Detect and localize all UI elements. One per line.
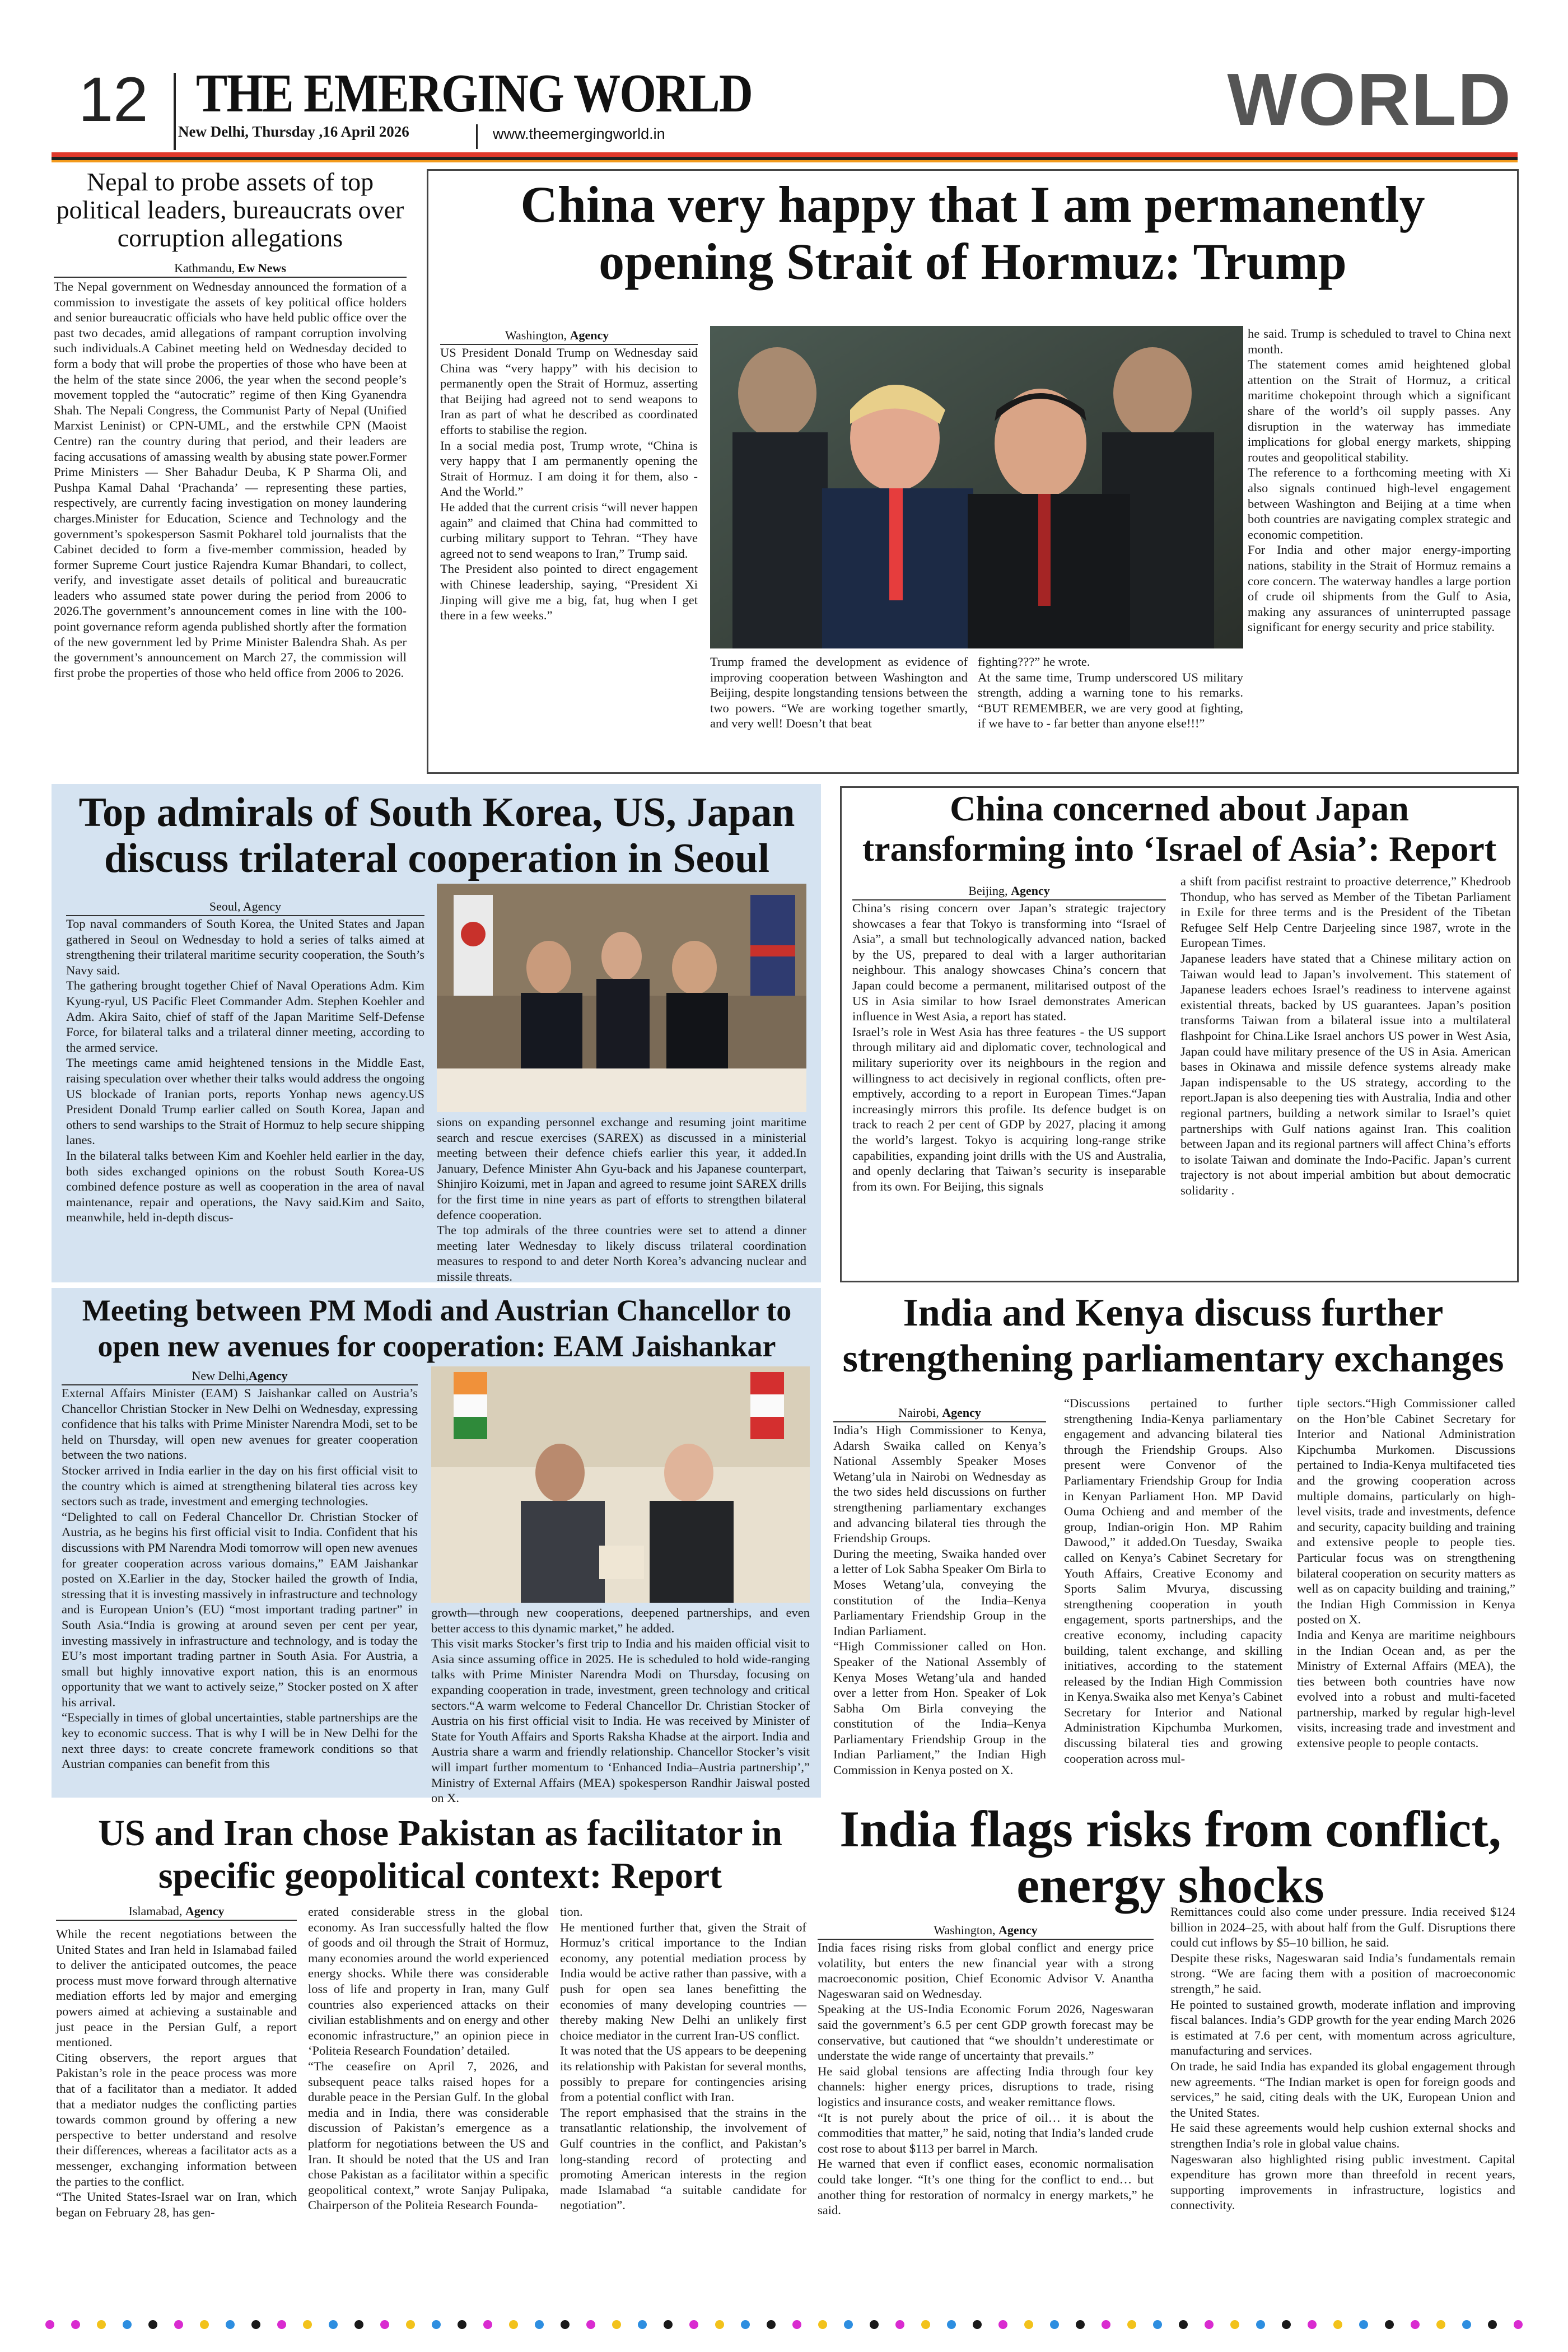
website-link[interactable]: www.theemergingworld.in <box>493 125 665 142</box>
japan-col2: a shift from pacifist restraint to proactive deterrence,” Khedroob Thondup, who has served as Member of the Tibetan Parliament in Exile for three terms and is the President of the Tibetan Refugee Self Help Centre Darjeeling since 1987, wrote in the European Times. Japanese leaders have stated that a Chinese military action on Taiwan would lead to Japan’s involvement. This statement of Japanese leaders echoes Israel’s readiness to intervene against existential threats, backed by US guarantees. Japan’s position transforms Taiwan from a bilateral issue into a multilateral flashpoint for China.Like Israel anchors US power in West Asia, Japan could have military presence of the US in Asia. American bases in Okinawa and missile defence systems already make Japan indispensable to the US strategy, according to the report.Japan is also deepening ties with Australia, India and other regional partners, building a network similar to Israel’s quiet partnerships with Gulf nations against Iran. This coalition between Japan and its regional partners will affect China’s efforts to isolate Taiwan and dominate the Indo-Pacific. Japan’s current trajectory is not about imperial ambition but about democratic solidarity . <box>1180 874 1511 1197</box>
kenya-place: Nairobi, <box>898 1406 939 1420</box>
admirals-agency: Agency <box>242 899 282 913</box>
kenya-dateline <box>833 1406 1046 1422</box>
kenya-headline[interactable]: India and Kenya discuss further strengthening parliamentary exchanges <box>842 1291 1504 1380</box>
admirals-col-left: Top naval commanders of South Korea, the United States and Japan gathered in Seoul on Wednesday to hold a series of talks aimed at strengthening their trilateral maritime security cooperation, the South’s Navy said. The gathering brought together Chief of Naval Operations Adm. Kim Kyung-ryul, US Pacific Fleet Commander Adm. Stephen Koehler and Adm. Akira Saito, chief of staff of the Japan Maritime Self-Defense Force, for bilateral talks and a trilateral dinner meeting, according to the armed service. The meetings came amid heightened tensions in the Middle East, raising speculation over whether their talks would address the ongoing US blockade of Iranian ports, reports Yonhap news agency.US President Donald Trump earlier called on South Korea, Japan and others to send warships to the Strait of Hormuz to help secure shipping lanes. In the bilateral talks between Kim and Koehler held earlier in the day, both sides exchanged opinions on the robust South Korea-US combined defence posture as well as cooperation in the area of naval maintenance, repair and operations, the Navy said.Kim and Saito, meanwhile, held in-depth discus- <box>66 917 424 1225</box>
china-trump-agency: Agency <box>570 328 609 342</box>
pakistan-place: Islamabad, <box>128 1904 183 1918</box>
japan-col1: China’s rising concern over Japan’s strategic trajectory showcases a fear that Tokyo is transforming into “Israel of Asia”, a small but technologically advanced nation, backed by the US, prepared to deal with a larger authoritarian neighbour. This analogy showcases China’s concern that Japan could become a permanent, militarised outpost of the US in Asia similar to how Israel demonstrates American influence in West Asia, a report has stated. Israel’s role in West Asia has three features - the US support through military aid and diplomatic cover, technological and military superiority over its neighbours in the region and willingness to act decisively in regional conflicts, often pre-emptively, according to a report in European Times.“Japan increasingly mirrors this profile. Its defence budget is on track to reach 2 per cent of GDP by 2027, placing it among the world’s largest. Tokyo is acquiring long-range strike capabilities, expanding joint drills with the US and Australia, and openly declaring that Taiwan’s security is inseparable from its own. For Beijing, this signals <box>852 901 1166 1193</box>
section-title: WORLD <box>1227 58 1512 141</box>
nepal-agency: Ew News <box>237 261 286 275</box>
masthead-divider-small <box>476 124 478 149</box>
kenya-agency: Agency <box>942 1406 981 1420</box>
risks-place: Washington, <box>934 1923 996 1937</box>
risks-col1: India faces rising risks from global conflict and energy price volatility, but enters the new financial year with a strong macroeconomic position, Chief Economic Advisor V. Anantha Nageswaran said on Wednesday. Speaking at the US-India Economic Forum 2026, Nageswaran said the government’s 6.5 per cent GDP growth forecast may be conservative, but cautioned that “we shouldn’t underestimate or understate the wide range of uncertainty that prevails.” He said global tensions are affecting India through four key channels: higher energy prices, disruptions to trade, rising logistics and insurance costs, and weaker remittance flows. “It is not purely about the price of oil… it is about the commodities that matter,” he said, noting that India’s landed crude cost rose to about $113 per barrel in March. He warned that even if conflict eases, economic normalisation could take longer. “It’s one thing for the conflict to end… but another thing for restoration of normalcy in energy markets,” he said. <box>818 1940 1154 2218</box>
kenya-col1: India’s High Commissioner to Kenya, Adarsh Swaika called on Kenya’s National Assembly Speaker Moses Wetang’ula in Nairobi on Wednesday as the two sides held discussions on further strengthening parliamentary exchanges and advancing bilateral ties through the Friendship Groups. During the meeting, Swaika handed over a letter of Lok Sabha Speaker Om Birla to Moses Wetang’ula, conveying the constitution of the India–Kenya Parliamentary Friendship Group in the Indian Parliament. “High Commissioner called on Hon. Speaker of the National Assembly of Kenya Moses Wetang’ula and handed over a letter from Hon. Speaker of Lok Sabha Om Birla conveying the constitution of the India–Kenya Parliamentary Friendship Group in the Indian Parliament,” the Indian High Commission in Kenya posted on X. <box>833 1423 1046 1777</box>
pakistan-col3: tion. He mentioned further that, given the Strait of Hormuz’s critical importance to the Indian economy, any potential mediation process by India would be active rather than passive, with a push for open sea lanes benefitting the economies of many developing countries — thereby making New Delhi an unlikely first choice mediator in the current Iran-US conflict. It was noted that the US appears to be deepening its relationship with Pakistan for several months, possibly to prepare for contingencies arising from a potential conflict with Iran. The report emphasised that the strains in the transatlantic relationship, the involvement of Gulf countries in the conflict, and Pakistan’s long-standing record of protecting and promoting American interests in the region made Islamabad “a suitable candidate for negotiation”. <box>560 1905 806 2213</box>
page-number: 12 <box>78 64 148 134</box>
nepal-dateline <box>54 261 407 278</box>
admirals-col-right: sions on expanding personnel exchange and resuming joint maritime search and rescue exercises (SAREX) as discussed in a ministerial meeting between their defence chiefs earlier this year, it added.In January, Defence Minister Ahn Gyu-back and his Japanese counterpart, Shinjiro Koizumi, met in Japan and agreed to resume joint SAREX drills for the first time in nine years as part of efforts to strengthen bilateral defence cooperation. The top admirals of the three countries were set to attend a dinner meeting later Wednesday to likely discuss trilateral coordination measures to respond to and deter North Korea’s advancing nuclear and missile threats. <box>437 1115 806 1284</box>
modi-agency: Agency <box>248 1369 288 1383</box>
paper-name[interactable]: THE EMERGING WORLD <box>196 63 753 124</box>
admirals-photo <box>437 884 806 1112</box>
modi-place: New Delhi, <box>192 1369 249 1383</box>
admirals-headline[interactable]: Top admirals of South Korea, US, Japan discuss trilateral cooperation in Seoul <box>78 790 795 881</box>
masthead-date: New Delhi, Thursday ,16 April 2026 <box>178 123 409 140</box>
nepal-place: Kathmandu, <box>174 261 235 275</box>
pakistan-col2: erated considerable stress in the global economy. As Iran successfully halted the flow of goods and oil through the Strait of Hormuz, many economies around the world experienced energy shocks. While there was considerable loss of life and property in Iran, many Gulf countries also experienced attacks on their civilian establishments and on energy and other economic infrastructure,” an opinion piece in ‘Politeia Research Foundation’ detailed. “The ceasefire on April 7, 2026, and subsequent peace talks raised hopes for a durable peace in the Persian Gulf. In the global media and in India, there was considerable discussion of Pakistan’s emergence as a platform for negotiations between the US and Iran. It should be noted that the US and Iran chose Pakistan as a facilitator within a specific geopolitical context,” wrote Sanjay Pulipaka, Chairperson of the Politeia Research Founda- <box>308 1905 549 2213</box>
pakistan-col1: While the recent negotiations between the United States and Iran held in Islamabad failed to deliver the anticipated outcomes, the peace process must move forward through alternative mediation efforts led by major and emerging powers aimed at achieving a sustainable and just peace in the Persian Gulf, a report mentioned. Citing observers, the report argues that Pakistan’s role in the peace process was more that of a facilitator than a mediator. It added that a mediator nudges the conflicting parties towards common ground by offering a new perspective to better understand and resolve their differences, whereas a facilitator acts as a messenger, exchanging information between the parties to the conflict. “The United States-Israel war on Iran, which began on February 28, has gen- <box>56 1927 297 2219</box>
china-trump-col1: US President Donald Trump on Wednesday said China was “very happy” with his decision to permanently open the Strait of Hormuz, asserting that Beijing had agreed not to send weapons to Iran as part of what he described as coordinated efforts to stabilise the region. In a social media post, Trump wrote, “China is very happy that I am permanently opening the Strait of Hormuz. I am doing it for them, also - And the World.” He added that the current crisis “will never happen again” and claimed that China had committed to curbing military support to Tehran. “They have agreed not to send weapons to Iran,” Trump said. The President also pointed to direct engagement with Chinese leadership, saying, “President Xi Jinping will give me a big, fat, hug when I get there in a few weeks.” <box>440 346 698 623</box>
japan-place: Beijing, <box>968 884 1008 898</box>
japan-headline[interactable]: China concerned about Japan transforming into ‘Israel of Asia’: Report <box>862 788 1497 869</box>
risks-agency: Agency <box>998 1923 1038 1937</box>
china-trump-place: Washington, <box>505 328 567 342</box>
risks-headline[interactable]: India flags risks from conflict, energy shocks <box>839 1800 1501 1914</box>
china-trump-under-left: Trump framed the development as evidence of improving cooperation between Washington and Beijing, despite longstanding tensions between the two powers. “We are working together smartly, and very well! Doesn’t that beat <box>710 655 968 731</box>
risks-dateline <box>818 1923 1154 1940</box>
modi-headline[interactable]: Meeting between PM Modi and Austrian Chancellor to open new avenues for cooperation: EAM Jaishankar <box>82 1294 792 1363</box>
pakistan-agency: Agency <box>185 1904 225 1918</box>
japan-dateline <box>852 884 1166 900</box>
pakistan-headline[interactable]: US and Iran chose Pakistan as facilitator in specific geopolitical context: Report <box>98 1813 782 1896</box>
kenya-col3: tiple sectors.“High Commissioner called on the Hon’ble Cabinet Secretary for Interior and National Administration Kipchumba Murkomen. Discussions pertained to India-Kenya multifaceted ties and the growing cooperation across multiple domains, particularly on high-level visits, trade and investments, defence and security, capacity building and training and extensive people to people ties. Particular focus was on strengthening bilateral cooperation on security matters as well as on capacity building and training,” the Indian High Commission in Kenya posted on X. India and Kenya are maritime neighbours in the Indian Ocean and, as per the Ministry of External Affairs (MEA), the ties between both countries have now evolved into a robust and multi-faceted partnership, marked by regular high-level visits, increasing trade and investment and extensive people to people contacts. <box>1297 1396 1515 1751</box>
masthead-divider <box>174 73 176 150</box>
china-trump-dateline <box>440 328 698 345</box>
pakistan-dateline <box>56 1904 297 1921</box>
masthead-rule-red <box>52 152 1518 157</box>
modi-col-left: External Affairs Minister (EAM) S Jaishankar called on Austria’s Chancellor Christian Stocker in New Delhi on Wednesday, expressing confidence that his talks with Prime Minister Narendra Modi, set to be held on Thursday, will open new avenues for greater cooperation between the two nations. Stocker arrived in India earlier in the day on his first official visit to the country which is aimed at strengthening bilateral ties across key sectors such as trade, investment and emerging technologies. “Delighted to call on Federal Chancellor Dr. Christian Stocker of Austria, as he begins his first official visit to India. Confident that his discussions with PM Narendra Modi tomorrow will open new avenues for greater cooperation across various domains,” EAM Jaishankar posted on X.Earlier in the day, Stocker hailed the growth of India, stressing that it is investing massively in infrastructure and technology and is European Union’s (EU) “most important trading partner” in South Asia.“India is growing at around seven per cent per year, investing massively in infrastructure and technology, and is today the EU’s most important trading partner in South Asia. For Austria, a small but highly innovative export nation, this is an enormous opportunity that we want to actively seize,” Stocker posted on X after his arrival. “Especially in times of global uncertainties, stable partnerships are the key to economic success. That is why I will be in New Delhi for the next three days: to create concrete framework conditions so that Austrian companies can benefit from this <box>62 1386 418 1771</box>
modi-dateline <box>62 1369 418 1385</box>
nepal-headline[interactable]: Nepal to probe assets of top political leaders, bureaucrats over corruption allegations <box>56 167 404 252</box>
kenya-col2: “Discussions pertained to further strengthening India-Kenya parliamentary engagement and advancing bilateral ties through the Friendship Groups. Also present were Convenor of the Parliamentary Friendship Group for India in Kenyan Parliament Hon. MP David Ouma Ochieng and and member of the group, Indian-origin Hon. MP Rahim Dawood,” it added.On Tuesday, Swaika called on Kenya’s Cabinet Secretary for Youth Affairs, Creative Economy and Sports Salim Mvurya, discussing strengthening cooperation in youth engagement, sports partnerships, and the creative economy, including capacity building, talent exchange, and skilling initiatives, according to the statement released by the Indian High Commission in Kenya.Swaika also met Kenya’s Cabinet Secretary for Interior and National Administration Kipchumba Murkomen, discussing bilateral ties and growing cooperation across mul- <box>1064 1396 1282 1766</box>
risks-col2: Remittances could also come under pressure. India received $124 billion in 2024–25, with about half from the Gulf. Disruptions there could cut inflows by $5–10 billion, he said. Despite these risks, Nageswaran said India’s fundamentals remain strong. “We are facing them with a position of macroeconomic strength,” he said. He pointed to sustained growth, moderate inflation and improving fiscal balances. India’s GDP growth for the year ending March 2026 is estimated at 7.6 per cent, with momentum across agriculture, manufacturing and services. On trade, he said India has expanded its global engagement through new agreements. “The Indian market is open for foreign goods and services,” he said, citing deals with the UK, European Union and the United States. He said these agreements would help cushion external shocks and strengthen India’s role in global value chains. Nageswaran also highlighted rising public investment. Capital expenditure has grown more than threefold in recent years, supporting improvements in infrastructure, logistics and connectivity. <box>1170 1905 1515 2213</box>
japan-agency: Agency <box>1011 884 1050 898</box>
jaishankar-stocker-photo <box>431 1366 810 1603</box>
china-trump-col3: he said. Trump is scheduled to travel to China next month. The statement comes amid heightened global attention on the Strait of Hormuz, a critical maritime chokepoint through which a significant share of the world’s oil supply passes. Any disruption in the waterway has immediate implications for global energy markets, shipping routes and geopolitical stability. The reference to a forthcoming meeting with Xi also signals continued high-level engagement between Washington and Beijing at a time when both countries are navigating complex strategic and economic competition. For India and other major energy-importing nations, stability in the Strait of Hormuz remains a core concern. The waterway handles a large portion of crude oil shipments from the Gulf to Asia, making any assurances of uninterrupted passage significant for energy security and price stability. <box>1248 326 1511 634</box>
registration-dots <box>0 2318 1568 2331</box>
admirals-place: Seoul, <box>209 899 241 913</box>
trump-xi-photo <box>710 326 1243 648</box>
modi-col-right: growth—through new cooperations, deepened partnerships, and even better access to this dynamic market,” he added. This visit marks Stocker’s first trip to India and his maiden official visit to Asia since assuming office in 2025. He is scheduled to hold wide-ranging talks with Prime Minister Narendra Modi on Thursday, focusing on expanding cooperation in trade, investment, green technology and critical sectors.“A warm welcome to Federal Chancellor Dr. Christian Stocker of Austria on his first official visit to India. He was received by Minister of State for Youth Affairs and Sports Raksha Khadse at the airport. India and Austria share a warm and friendly relationship. Chancellor Stocker’s visit will impart further momentum to ‘Enhanced India–Austria partnership’,” Ministry of External Affairs (MEA) spokesperson Randhir Jaiswal posted on X. <box>431 1606 810 1805</box>
admirals-dateline <box>66 899 424 916</box>
china-trump-under-right: fighting???” he wrote. At the same time, Trump underscored US military strength, adding a warning tone to his remarks. “BUT REMEMBER, we are very good at fighting, if we have to - far better than anyone else!!!” <box>978 655 1243 731</box>
china-trump-headline[interactable]: China very happy that I am permanently opening Strait of Hormuz: Trump <box>520 176 1425 290</box>
masthead-rule-orange <box>52 160 1518 162</box>
nepal-body: The Nepal government on Wednesday announced the formation of a commission to investigate the assets of key political office holders and senior bureaucratic officials who have held public office over the past two decades, amid allegations of rampant corruption involving such individuals.A Cabinet meeting held on Wednesday decided to form a body that will probe the properties of those who have been at the helm of the state since 2006, the year when the second people’s movement toppled the “autocratic” regime of then King Gyanendra Shah. The Nepali Congress, the Communist Party of Nepal (Unified Marxist Leninist) or CPN-UML, and the erstwhile CPN (Maoist Centre) ran the country during that period, and their leaders are facing accusations of amassing wealth by abusing state power.Former Prime Ministers — Sher Bahadur Deuba, K P Sharma Oli, and Pushpa Kamal Dahal ‘Prachanda’ — representing these parties, respectively, are currently facing investigation on money laundering charges.Minister for Education, Science and Technology and the government’s spokesperson Sasmit Pokharel told journalists that the Cabinet decided to form a five-member commission, headed by former Supreme Court justice Rajendra Kumar Bhandari, to collect, verify, and investigate asset details of political and bureaucratic leaders who assumed state power during the period from 2006 to 2026.The government’s announcement comes in line with the 100-point governance reform agenda published shortly after the formation of the new government led by Prime Minister Balendra Shah. As per the government’s announcement on March 27, the commission will first probe the properties of those who held office from 2006 to 2026. <box>54 279 407 680</box>
